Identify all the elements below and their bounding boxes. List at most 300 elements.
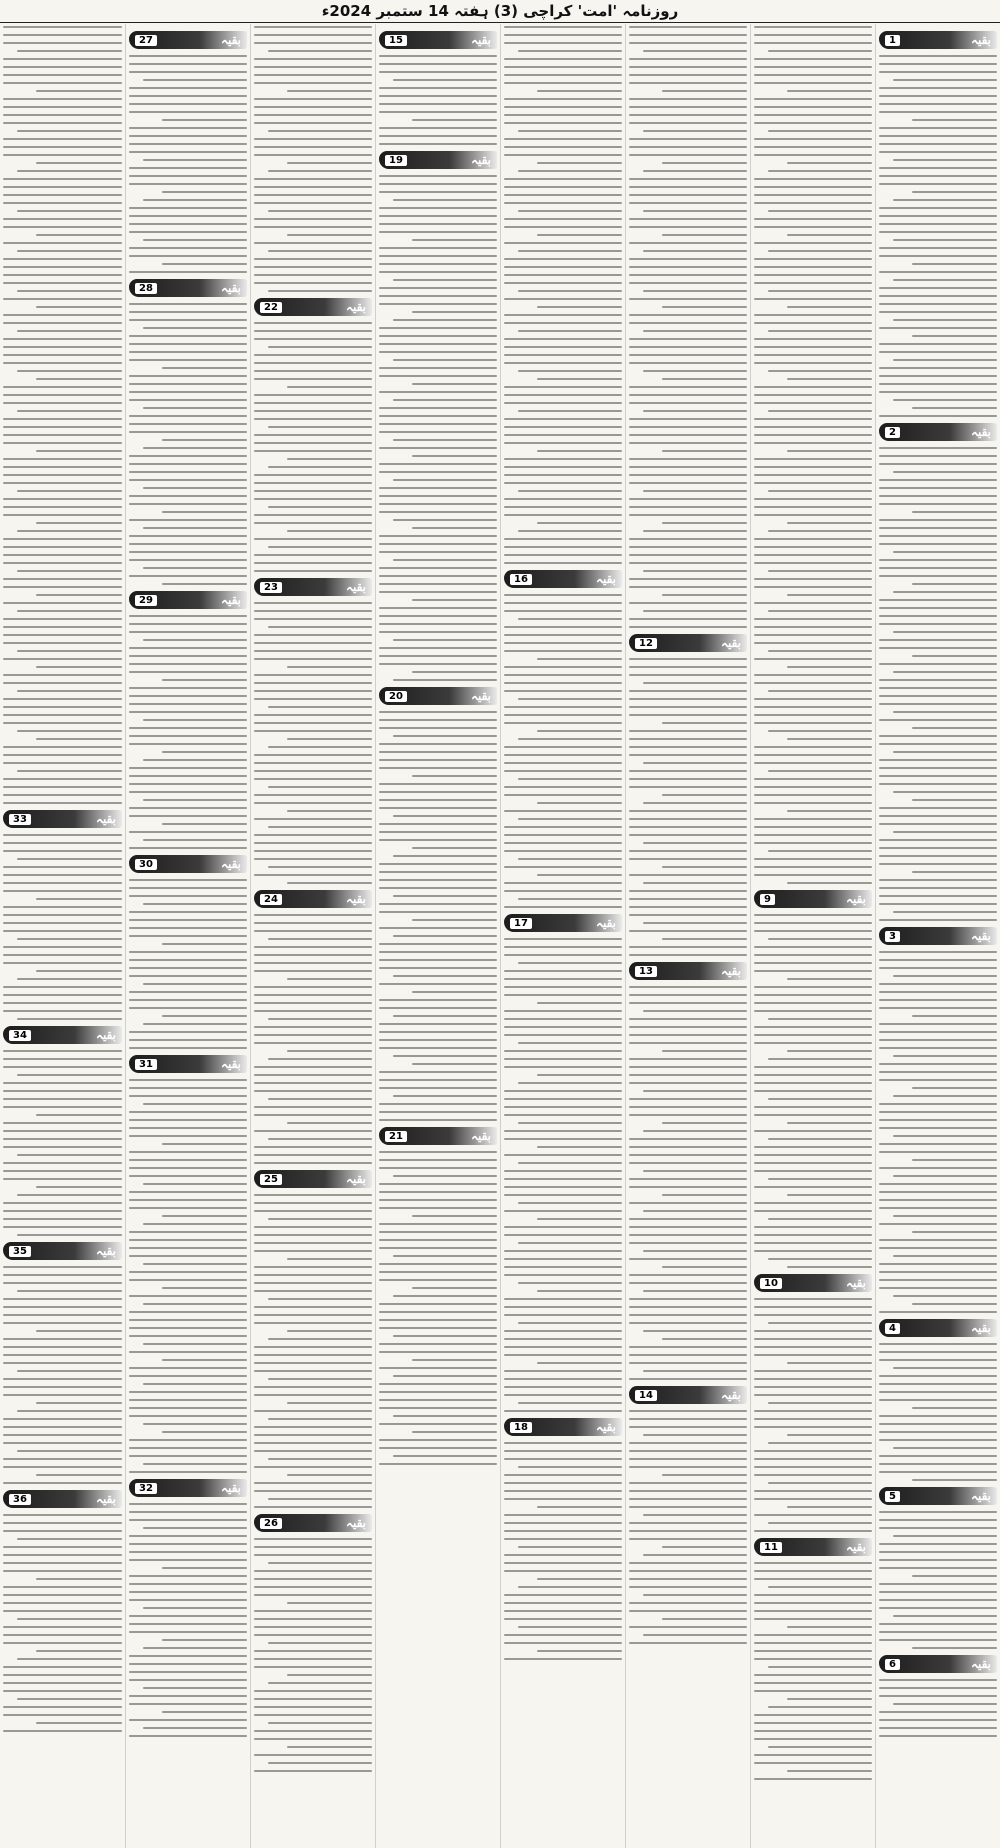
text-line [254, 146, 372, 148]
text-line [629, 194, 747, 196]
continuation-number: 5 [885, 1491, 900, 1502]
text-line [879, 71, 997, 73]
text-line [629, 1610, 747, 1612]
text-line [254, 1162, 372, 1164]
text-line [879, 879, 997, 881]
text-line [254, 1114, 372, 1116]
text-line [268, 1562, 372, 1564]
text-line [412, 847, 497, 849]
text-line [129, 1191, 247, 1193]
text-line [893, 1255, 997, 1257]
text-line [893, 551, 997, 553]
text-line [879, 903, 997, 905]
text-line [629, 74, 747, 76]
text-line [3, 802, 122, 804]
text-line [254, 34, 372, 36]
text-line [254, 114, 372, 116]
text-line [393, 815, 497, 817]
text-line [754, 1634, 872, 1636]
continuation-word: بقیہ [970, 425, 991, 439]
text-line [754, 786, 872, 788]
text-line [129, 343, 247, 345]
text-line [36, 1722, 122, 1724]
text-line [504, 1618, 622, 1620]
text-line [504, 1330, 622, 1332]
text-line [254, 1434, 372, 1436]
text-line [379, 207, 497, 209]
text-line [379, 807, 497, 809]
text-line [662, 938, 747, 940]
article-text [379, 55, 497, 145]
text-line [504, 882, 622, 884]
text-line [518, 410, 622, 412]
text-line [129, 847, 247, 849]
text-line [754, 386, 872, 388]
text-line [768, 1586, 872, 1588]
text-line [287, 1602, 372, 1604]
text-line [36, 594, 122, 596]
text-line [912, 335, 997, 337]
text-line [643, 1594, 747, 1596]
text-line [3, 706, 122, 708]
article-text [129, 1079, 247, 1473]
continuation-block [254, 26, 372, 292]
continuation-number: 20 [385, 691, 407, 702]
text-line [162, 1287, 247, 1289]
text-line [379, 1167, 497, 1169]
text-line [393, 79, 497, 81]
text-line [518, 530, 622, 532]
text-line [754, 1386, 872, 1388]
text-line [893, 631, 997, 633]
text-line [504, 386, 622, 388]
text-line [504, 506, 622, 508]
text-line [504, 122, 622, 124]
text-line [254, 1370, 372, 1372]
text-line [912, 1647, 997, 1649]
text-line [629, 1242, 747, 1244]
text-line [504, 34, 622, 36]
text-line [879, 247, 997, 249]
text-line [254, 1690, 372, 1692]
text-line [3, 282, 122, 284]
text-line [129, 87, 247, 89]
text-line [379, 799, 497, 801]
text-line [504, 114, 622, 116]
text-line [379, 967, 497, 969]
text-line [504, 794, 622, 796]
text-line [912, 1087, 997, 1089]
text-line [3, 658, 122, 660]
text-line [504, 1570, 622, 1572]
text-line [787, 1770, 872, 1772]
text-line [287, 1330, 372, 1332]
text-line [268, 826, 372, 828]
text-line [879, 255, 997, 257]
text-line [379, 1319, 497, 1321]
text-line [754, 746, 872, 748]
text-line [754, 954, 872, 956]
text-line [3, 1522, 122, 1524]
text-line [254, 1466, 372, 1468]
text-line [36, 90, 122, 92]
article-text [629, 26, 747, 628]
text-line [629, 666, 747, 668]
text-line [754, 178, 872, 180]
text-line [393, 935, 497, 937]
text-line [129, 1135, 247, 1137]
text-line [662, 794, 747, 796]
text-line [629, 1322, 747, 1324]
text-line [129, 1439, 247, 1441]
text-line [879, 415, 997, 417]
text-line [504, 1410, 622, 1412]
text-line [3, 466, 122, 468]
text-line [754, 642, 872, 644]
text-line [504, 26, 622, 28]
text-line [879, 743, 997, 745]
text-line [768, 770, 872, 772]
text-line [912, 1015, 997, 1017]
text-line [129, 1503, 247, 1505]
text-line [254, 1634, 372, 1636]
text-line [643, 370, 747, 372]
text-line [17, 50, 122, 52]
text-line [254, 850, 372, 852]
text-line [629, 1114, 747, 1116]
text-line [879, 351, 997, 353]
text-line [129, 1087, 247, 1089]
text-line [754, 1354, 872, 1356]
text-line [254, 442, 372, 444]
continuation-block [129, 279, 247, 585]
text-line [629, 146, 747, 148]
text-line [629, 1410, 747, 1412]
text-line [379, 959, 497, 961]
text-line [629, 346, 747, 348]
text-line [3, 714, 122, 716]
text-line [893, 1215, 997, 1217]
continuation-banner [879, 1319, 997, 1337]
text-line [754, 562, 872, 564]
text-line [643, 802, 747, 804]
text-line [629, 826, 747, 828]
text-line [254, 634, 372, 636]
continuation-word: بقیہ [595, 572, 616, 586]
text-line [129, 255, 247, 257]
text-line [768, 850, 872, 852]
text-line [254, 1506, 372, 1508]
continuation-block [3, 1490, 122, 1732]
article-text [379, 175, 497, 681]
text-line [879, 1223, 997, 1225]
text-line [254, 482, 372, 484]
text-line [504, 1274, 622, 1276]
text-line [17, 858, 122, 860]
text-line [754, 58, 872, 60]
text-line [3, 1586, 122, 1588]
text-line [629, 1466, 747, 1468]
text-line [129, 415, 247, 417]
continuation-block [379, 31, 497, 145]
text-line [3, 1066, 122, 1068]
continuation-number: 29 [135, 595, 157, 606]
continuation-block [504, 570, 622, 908]
text-line [379, 111, 497, 113]
text-line [504, 194, 622, 196]
text-line [129, 575, 247, 577]
text-line [129, 471, 247, 473]
text-line [662, 1194, 747, 1196]
text-line [518, 858, 622, 860]
text-line [629, 1258, 747, 1260]
text-line [879, 1527, 997, 1529]
text-line [254, 1386, 372, 1388]
text-line [3, 994, 122, 996]
text-line [504, 1250, 622, 1252]
text-line [254, 1754, 372, 1756]
text-line [412, 1359, 497, 1361]
text-line [504, 1298, 622, 1300]
text-line [504, 322, 622, 324]
continuation-number: 13 [635, 966, 657, 977]
text-line [254, 1354, 372, 1356]
text-line [518, 250, 622, 252]
text-line [879, 1719, 997, 1721]
text-line [787, 978, 872, 980]
text-line [879, 735, 997, 737]
text-line [893, 1135, 997, 1137]
text-line [768, 938, 872, 940]
continuation-word: بقیہ [845, 1540, 866, 1554]
text-line [254, 106, 372, 108]
text-line [768, 1666, 872, 1668]
text-line [379, 535, 497, 537]
text-line [143, 527, 247, 529]
text-line [254, 354, 372, 356]
text-line [768, 130, 872, 132]
text-line [129, 767, 247, 769]
text-line [254, 914, 372, 916]
text-line [3, 514, 122, 516]
text-line [629, 338, 747, 340]
text-line [504, 1034, 622, 1036]
text-line [629, 418, 747, 420]
text-line [129, 431, 247, 433]
text-line [162, 1639, 247, 1641]
text-line [629, 1626, 747, 1628]
text-line [379, 1423, 497, 1425]
text-line [629, 242, 747, 244]
text-line [3, 834, 122, 836]
page-masthead: روزنامہ 'امت' کراچی (3) ہفتہ 14 ستمبر 2024ء [0, 0, 1000, 23]
text-line [3, 298, 122, 300]
text-line [504, 1098, 622, 1100]
text-line [129, 111, 247, 113]
text-line [3, 890, 122, 892]
text-line [629, 658, 747, 660]
continuation-word: بقیہ [970, 33, 991, 47]
text-line [879, 183, 997, 185]
text-line [629, 1362, 747, 1364]
text-line [143, 79, 247, 81]
text-line [893, 1447, 997, 1449]
text-line [143, 1103, 247, 1105]
text-line [537, 1074, 622, 1076]
text-line [662, 306, 747, 308]
text-line [17, 570, 122, 572]
text-line [254, 282, 372, 284]
text-line [3, 874, 122, 876]
text-line [879, 391, 997, 393]
text-line [629, 1026, 747, 1028]
text-line [754, 1514, 872, 1516]
text-line [3, 698, 122, 700]
text-line [504, 1066, 622, 1068]
text-line [287, 882, 372, 884]
text-line [537, 450, 622, 452]
text-line [629, 434, 747, 436]
text-line [754, 658, 872, 660]
text-line [504, 954, 622, 956]
text-line [879, 1399, 997, 1401]
text-line [268, 170, 372, 172]
text-line [504, 514, 622, 516]
text-line [662, 1266, 747, 1268]
text-line [518, 330, 622, 332]
text-line [379, 783, 497, 785]
text-line [518, 1546, 622, 1548]
continuation-block [254, 578, 372, 884]
text-line [754, 346, 872, 348]
text-line [629, 1458, 747, 1460]
text-line [412, 239, 497, 241]
text-line [143, 839, 247, 841]
text-line [3, 1314, 122, 1316]
text-line [754, 1346, 872, 1348]
text-line [129, 783, 247, 785]
continuation-block [754, 1538, 872, 1780]
continuation-word: بقیہ [345, 300, 366, 314]
text-line [629, 850, 747, 852]
text-line [754, 1530, 872, 1532]
text-line [662, 1618, 747, 1620]
text-line [379, 511, 497, 513]
text-line [893, 975, 997, 977]
text-line [3, 498, 122, 500]
text-line [504, 346, 622, 348]
text-line [504, 82, 622, 84]
text-line [379, 1111, 497, 1113]
text-line [754, 578, 872, 580]
text-line [643, 250, 747, 252]
text-line [879, 1239, 997, 1241]
text-line [754, 1754, 872, 1756]
text-line [629, 506, 747, 508]
text-line [754, 1042, 872, 1044]
text-line [379, 823, 497, 825]
text-line [754, 1498, 872, 1500]
text-line [162, 119, 247, 121]
text-line [643, 1634, 747, 1636]
text-line [629, 602, 747, 604]
text-line [629, 1018, 747, 1020]
text-line [754, 842, 872, 844]
text-line [254, 690, 372, 692]
text-line [3, 1090, 122, 1092]
text-line [3, 1202, 122, 1204]
text-line [912, 191, 997, 193]
text-line [379, 1439, 497, 1441]
text-line [754, 226, 872, 228]
text-line [879, 855, 997, 857]
text-line [254, 266, 372, 268]
text-line [3, 314, 122, 316]
text-line [754, 1642, 872, 1644]
continuation-block [504, 1418, 622, 1660]
text-line [879, 1679, 997, 1681]
text-line [129, 519, 247, 521]
text-line [504, 1386, 622, 1388]
text-line [629, 786, 747, 788]
text-line [504, 394, 622, 396]
text-line [379, 743, 497, 745]
text-line [537, 1650, 622, 1652]
text-line [754, 474, 872, 476]
continuation-number: 23 [260, 582, 282, 593]
text-line [129, 375, 247, 377]
text-line [393, 359, 497, 361]
text-line [17, 250, 122, 252]
text-line [254, 82, 372, 84]
text-line [379, 1023, 497, 1025]
text-line [537, 1002, 622, 1004]
text-line [3, 114, 122, 116]
text-line [879, 543, 997, 545]
text-line [17, 210, 122, 212]
text-line [129, 1399, 247, 1401]
text-line [504, 106, 622, 108]
text-line [879, 1287, 997, 1289]
text-line [3, 138, 122, 140]
text-line [893, 1055, 997, 1057]
text-line [879, 1431, 997, 1433]
continuation-word: بقیہ [470, 689, 491, 703]
text-line [379, 1239, 497, 1241]
text-line [504, 1314, 622, 1316]
text-line [787, 234, 872, 236]
text-line [129, 1239, 247, 1241]
text-line [629, 1138, 747, 1140]
continuation-number: 35 [9, 1246, 31, 1257]
text-line [3, 626, 122, 628]
continuation-word: بقیہ [720, 1388, 741, 1402]
text-line [129, 1655, 247, 1657]
text-line [393, 735, 497, 737]
text-line [254, 834, 372, 836]
text-line [787, 306, 872, 308]
text-line [879, 1591, 997, 1593]
continuation-word: بقیہ [220, 1481, 241, 1495]
text-line [629, 858, 747, 860]
text-line [3, 954, 122, 956]
text-line [662, 162, 747, 164]
text-line [629, 1066, 747, 1068]
text-line [893, 791, 997, 793]
text-line [129, 1039, 247, 1041]
article-text [3, 834, 122, 1020]
text-line [504, 1642, 622, 1644]
